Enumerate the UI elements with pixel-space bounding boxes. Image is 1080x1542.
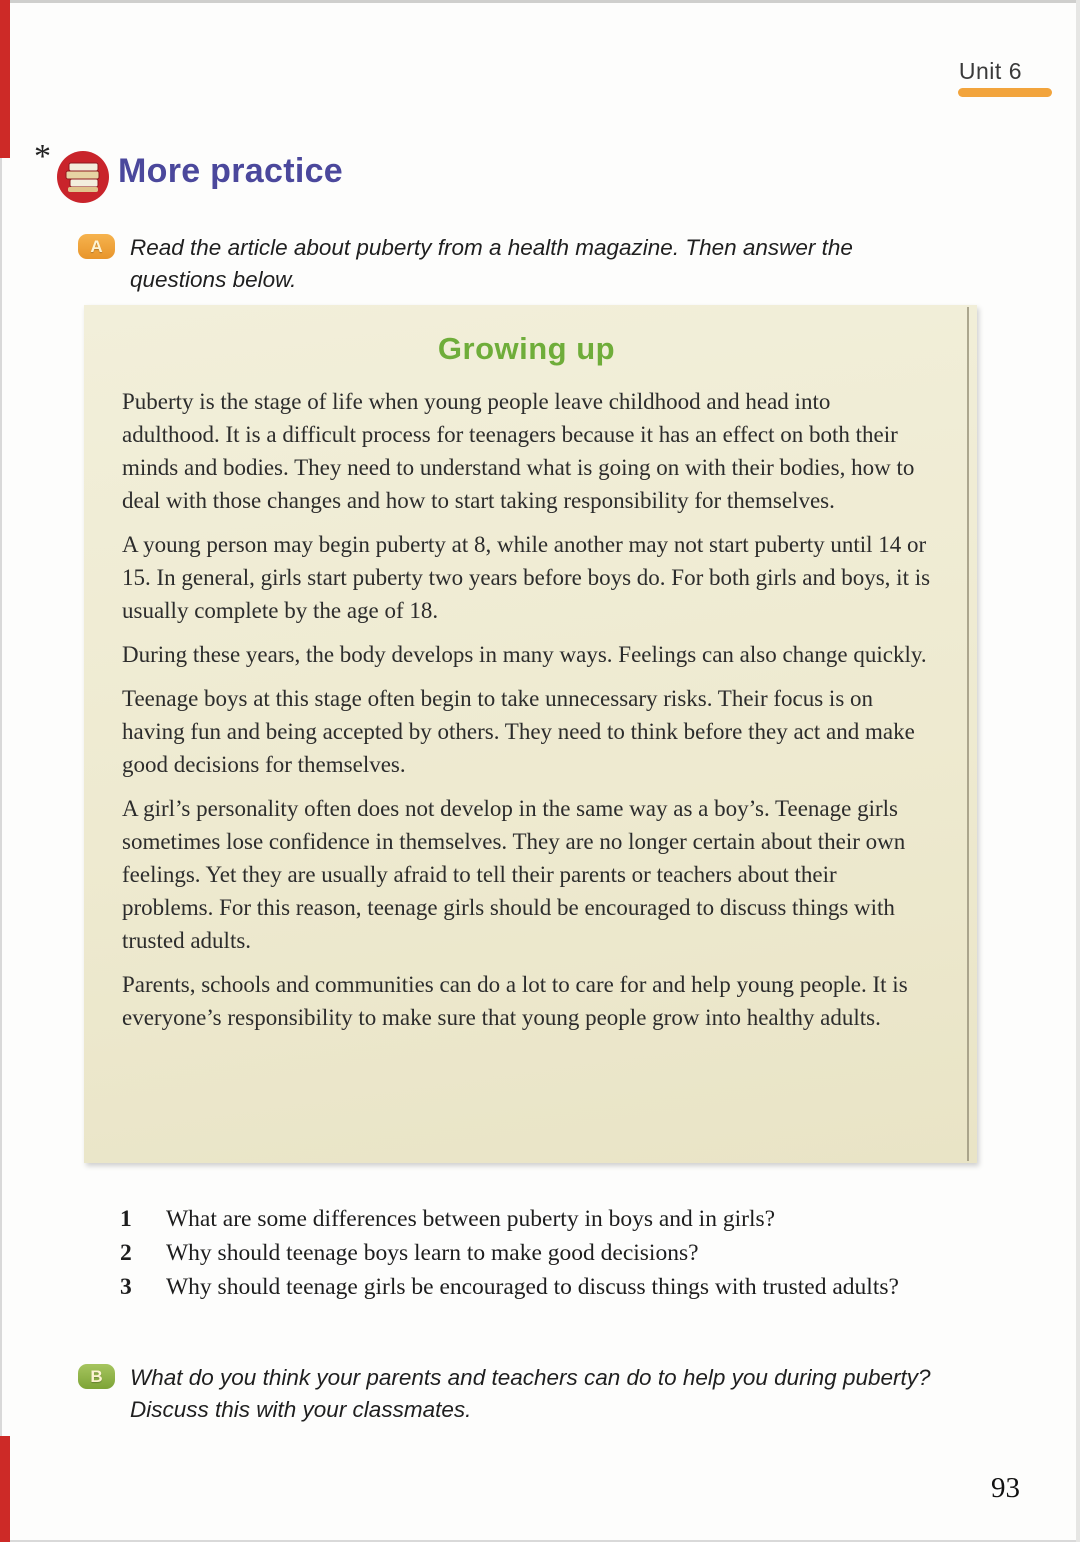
- article-paragraph-4: Teenage boys at this stage often begin to take unnecessary risks. Their focus is on having fun and being accepted by others. They need to think before they act and make good decisions for themselves.: [122, 686, 915, 777]
- article-title: Growing up: [437, 331, 616, 366]
- question-number: 3: [120, 1274, 132, 1300]
- exercise-a-instruction: Read the article about puberty from a health magazine. Then answer the questions below.: [130, 235, 853, 292]
- scan-edge-right: [1076, 0, 1080, 1542]
- unit-accent-bar: [958, 88, 1052, 97]
- article-panel: [84, 305, 977, 1163]
- page-number: 93: [991, 1472, 1020, 1504]
- section-title: More practice: [118, 152, 343, 190]
- book-edge-red-bottom: [0, 1436, 10, 1542]
- page-fold-line: [967, 307, 969, 1161]
- question-text: What are some differences between puberty in boys and in girls?: [166, 1206, 776, 1232]
- exercise-a: [78, 232, 908, 296]
- exercise-a-badge: A: [78, 234, 115, 259]
- question-text: Why should teenage girls be encouraged to discuss things with trusted adults?: [166, 1274, 899, 1300]
- question-number: 2: [120, 1240, 132, 1266]
- article-paragraph-3: During these years, the body develops in many ways. Feelings can also change quickly.: [122, 642, 927, 667]
- question-item-1: [120, 1202, 938, 1236]
- question-item-3: [120, 1270, 938, 1304]
- books-icon: [56, 150, 110, 204]
- scan-edge-top: [0, 0, 1080, 3]
- question-item-2: [120, 1236, 938, 1270]
- question-number: 1: [120, 1206, 132, 1232]
- exercise-b: [78, 1362, 978, 1426]
- question-text: Why should teenage boys learn to make good decisions?: [166, 1240, 699, 1266]
- asterisk-marker: *: [34, 138, 51, 175]
- question-list: [120, 1202, 938, 1304]
- article-paragraph-6: Parents, schools and communities can do a lot to care for and help young people. It is everyone’s responsibility to make sure that young people grow into healthy adults.: [122, 972, 908, 1030]
- exercise-b-badge: B: [78, 1364, 115, 1389]
- unit-label: Unit 6: [958, 58, 1022, 84]
- article-paragraph-1: Puberty is the stage of life when young people leave childhood and head into adulthood. It is a difficult process for teenagers because it has an effect on both their minds and bodies. They need to understand what is going on with their bodies, how to deal with those changes and how to start taking responsibility for themselves.: [122, 389, 915, 513]
- article-paragraph-2: A young person may begin puberty at 8, while another may not start puberty until 14 or 15. In general, girls start puberty two years before boys do. For both girls and boys, it is usually complete by the age of 18.: [122, 532, 931, 623]
- article-paragraph-5: A girl’s personality often does not develop in the same way as a boy’s. Teenage girls sometimes lose confidence in themselves. They are no longer certain about their own feelings. Yet they are usually afraid to tell their parents or teachers about their problems. For this reason, teenage girls should be encouraged to discuss things with trusted adults.: [122, 796, 906, 953]
- book-edge-red-top: [0, 0, 10, 158]
- exercise-b-instruction: What do you think your parents and teachers can do to help you during puberty? Discuss this with your classmates.: [130, 1365, 931, 1422]
